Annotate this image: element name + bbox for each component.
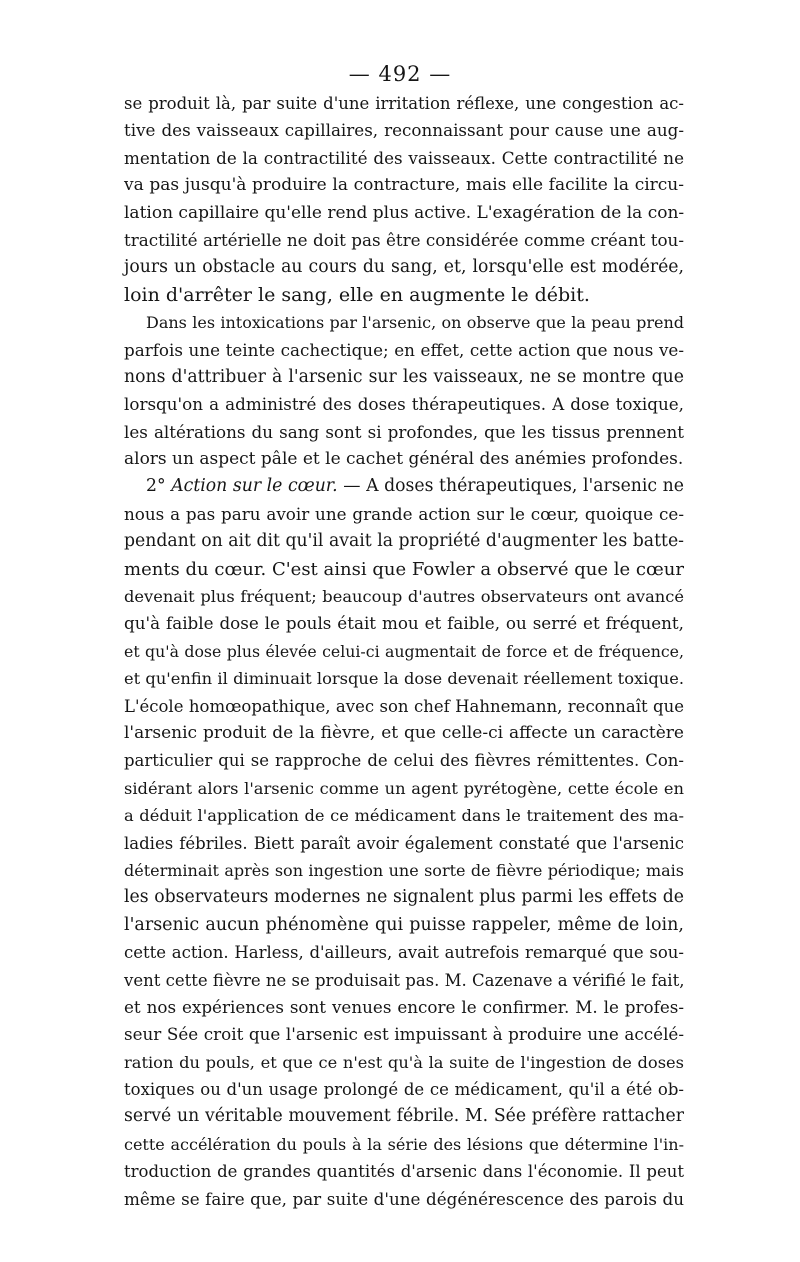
text-line: et nos expériences sont venues encore le confirmer. M. le profes- — [124, 996, 684, 1017]
text-line: alors un aspect pâle et le cachet général des anémies profondes. — [124, 449, 684, 470]
text-line: déterminait après son ingestion une sorte de fièvre périodique; mais — [124, 860, 684, 880]
text-line: tractilité artérielle ne doit pas être considérée comme créant tou- — [124, 229, 684, 250]
section-heading-rest: — A doses thérapeutiques, l'arsenic ne — [337, 476, 684, 497]
text-line: ments du cœur. C'est ainsi que Fowler a observé que le cœur — [124, 558, 684, 580]
text-line: et qu'enfin il diminuait lorsque la dose devenait réellement toxique. — [124, 669, 684, 689]
text-line: nous a pas paru avoir une grande action sur le cœur, quoique ce- — [124, 503, 684, 524]
section-title: Action sur le cœur. — [171, 476, 338, 497]
text-line: toxiques ou d'un usage prolongé de ce médicament, qu'il a été ob- — [124, 1080, 684, 1100]
text-line: a déduit l'application de ce médicament dans le traitement des ma- — [124, 806, 684, 826]
text-line: mentation de la contractilité des vaisseaux. Cette contractilité ne — [124, 147, 684, 168]
text-line: L'école homœopathique, avec son chef Hahnemann, reconnaît que — [124, 696, 684, 716]
text-line: jours un obstacle au cours du sang, et, lorsqu'elle est modérée, — [124, 257, 684, 278]
text-line: seur Sée croit que l'arsenic est impuissant à produire une accélé- — [124, 1024, 684, 1045]
text-line: particulier qui se rapproche de celui des fièvres rémittentes. Con- — [124, 751, 684, 771]
section-number: 2° — [146, 476, 166, 497]
text-line: cette action. Harless, d'ailleurs, avait autrefois remarqué que sou- — [124, 943, 684, 963]
section-heading-line — [124, 473, 684, 500]
text-line: va pas jusqu'à produire la contracture, mais elle facilite la circu- — [124, 175, 684, 196]
text-line: pendant on ait dit qu'il avait la propriété d'augmenter les batte- — [124, 531, 684, 552]
text-line: l'arsenic produit de la fièvre, et que celle-ci affecte un caractère — [124, 722, 684, 743]
text-line: nons d'attribuer à l'arsenic sur les vaisseaux, ne se montre que — [124, 366, 684, 387]
text-line: Dans les intoxications par l'arsenic, on observe que la peau prend — [146, 313, 684, 333]
text-line: devenait plus fréquent; beaucoup d'autres observateurs ont avancé — [124, 587, 684, 607]
page-number: — 492 — — [348, 62, 452, 86]
text-line: troduction de grandes quantités d'arsenic dans l'économie. Il peut — [124, 1162, 684, 1182]
text-line: cette accélération du pouls à la série des lésions que détermine l'in- — [124, 1134, 684, 1154]
text-line: même se faire que, par suite d'une dégénérescence des parois du — [124, 1188, 684, 1209]
text-line: sidérant alors l'arsenic comme un agent pyrétogène, cette école en — [124, 778, 684, 798]
text-line: qu'à faible dose le pouls était mou et faible, ou serré et fréquent, — [124, 613, 684, 634]
body-text — [124, 90, 684, 1213]
text-line: les observateurs modernes ne signalent plus parmi les effets de — [124, 887, 684, 908]
text-line: ration du pouls, et que ce n'est qu'à la suite de l'ingestion de doses — [124, 1052, 684, 1072]
text-line: lation capillaire qu'elle rend plus active. L'exagération de la con- — [124, 202, 685, 223]
text-line: se produit là, par suite d'une irritation réflexe, une congestion ac- — [124, 94, 684, 113]
text-line: loin d'arrêter le sang, elle en augmente le débit. — [124, 283, 590, 306]
text-line: les altérations du sang sont si profondes, que les tissus prennent — [124, 421, 684, 442]
text-line: servé un véritable mouvement fébrile. M. Sée préfère rattacher — [124, 1106, 684, 1127]
text-line: parfois une teinte cachectique; en effet, cette action que nous ve- — [124, 339, 684, 360]
text-line: ladies fébriles. Biett paraît avoir également constaté que l'arsenic — [124, 833, 684, 853]
text-line: et qu'à dose plus élevée celui-ci augmentait de force et de fréquence, — [124, 641, 684, 661]
text-line: l'arsenic aucun phénomène qui puisse rappeler, même de loin, — [124, 914, 684, 935]
text-line: lorsqu'on a administré des doses thérapeutiques. A dose toxique, — [124, 394, 684, 415]
text-line: vent cette fièvre ne se produisait pas. M. Cazenave a vérifié le fait, — [124, 970, 685, 990]
text-line: tive des vaisseaux capillaires, reconnaissant pour cause une aug- — [124, 120, 684, 141]
